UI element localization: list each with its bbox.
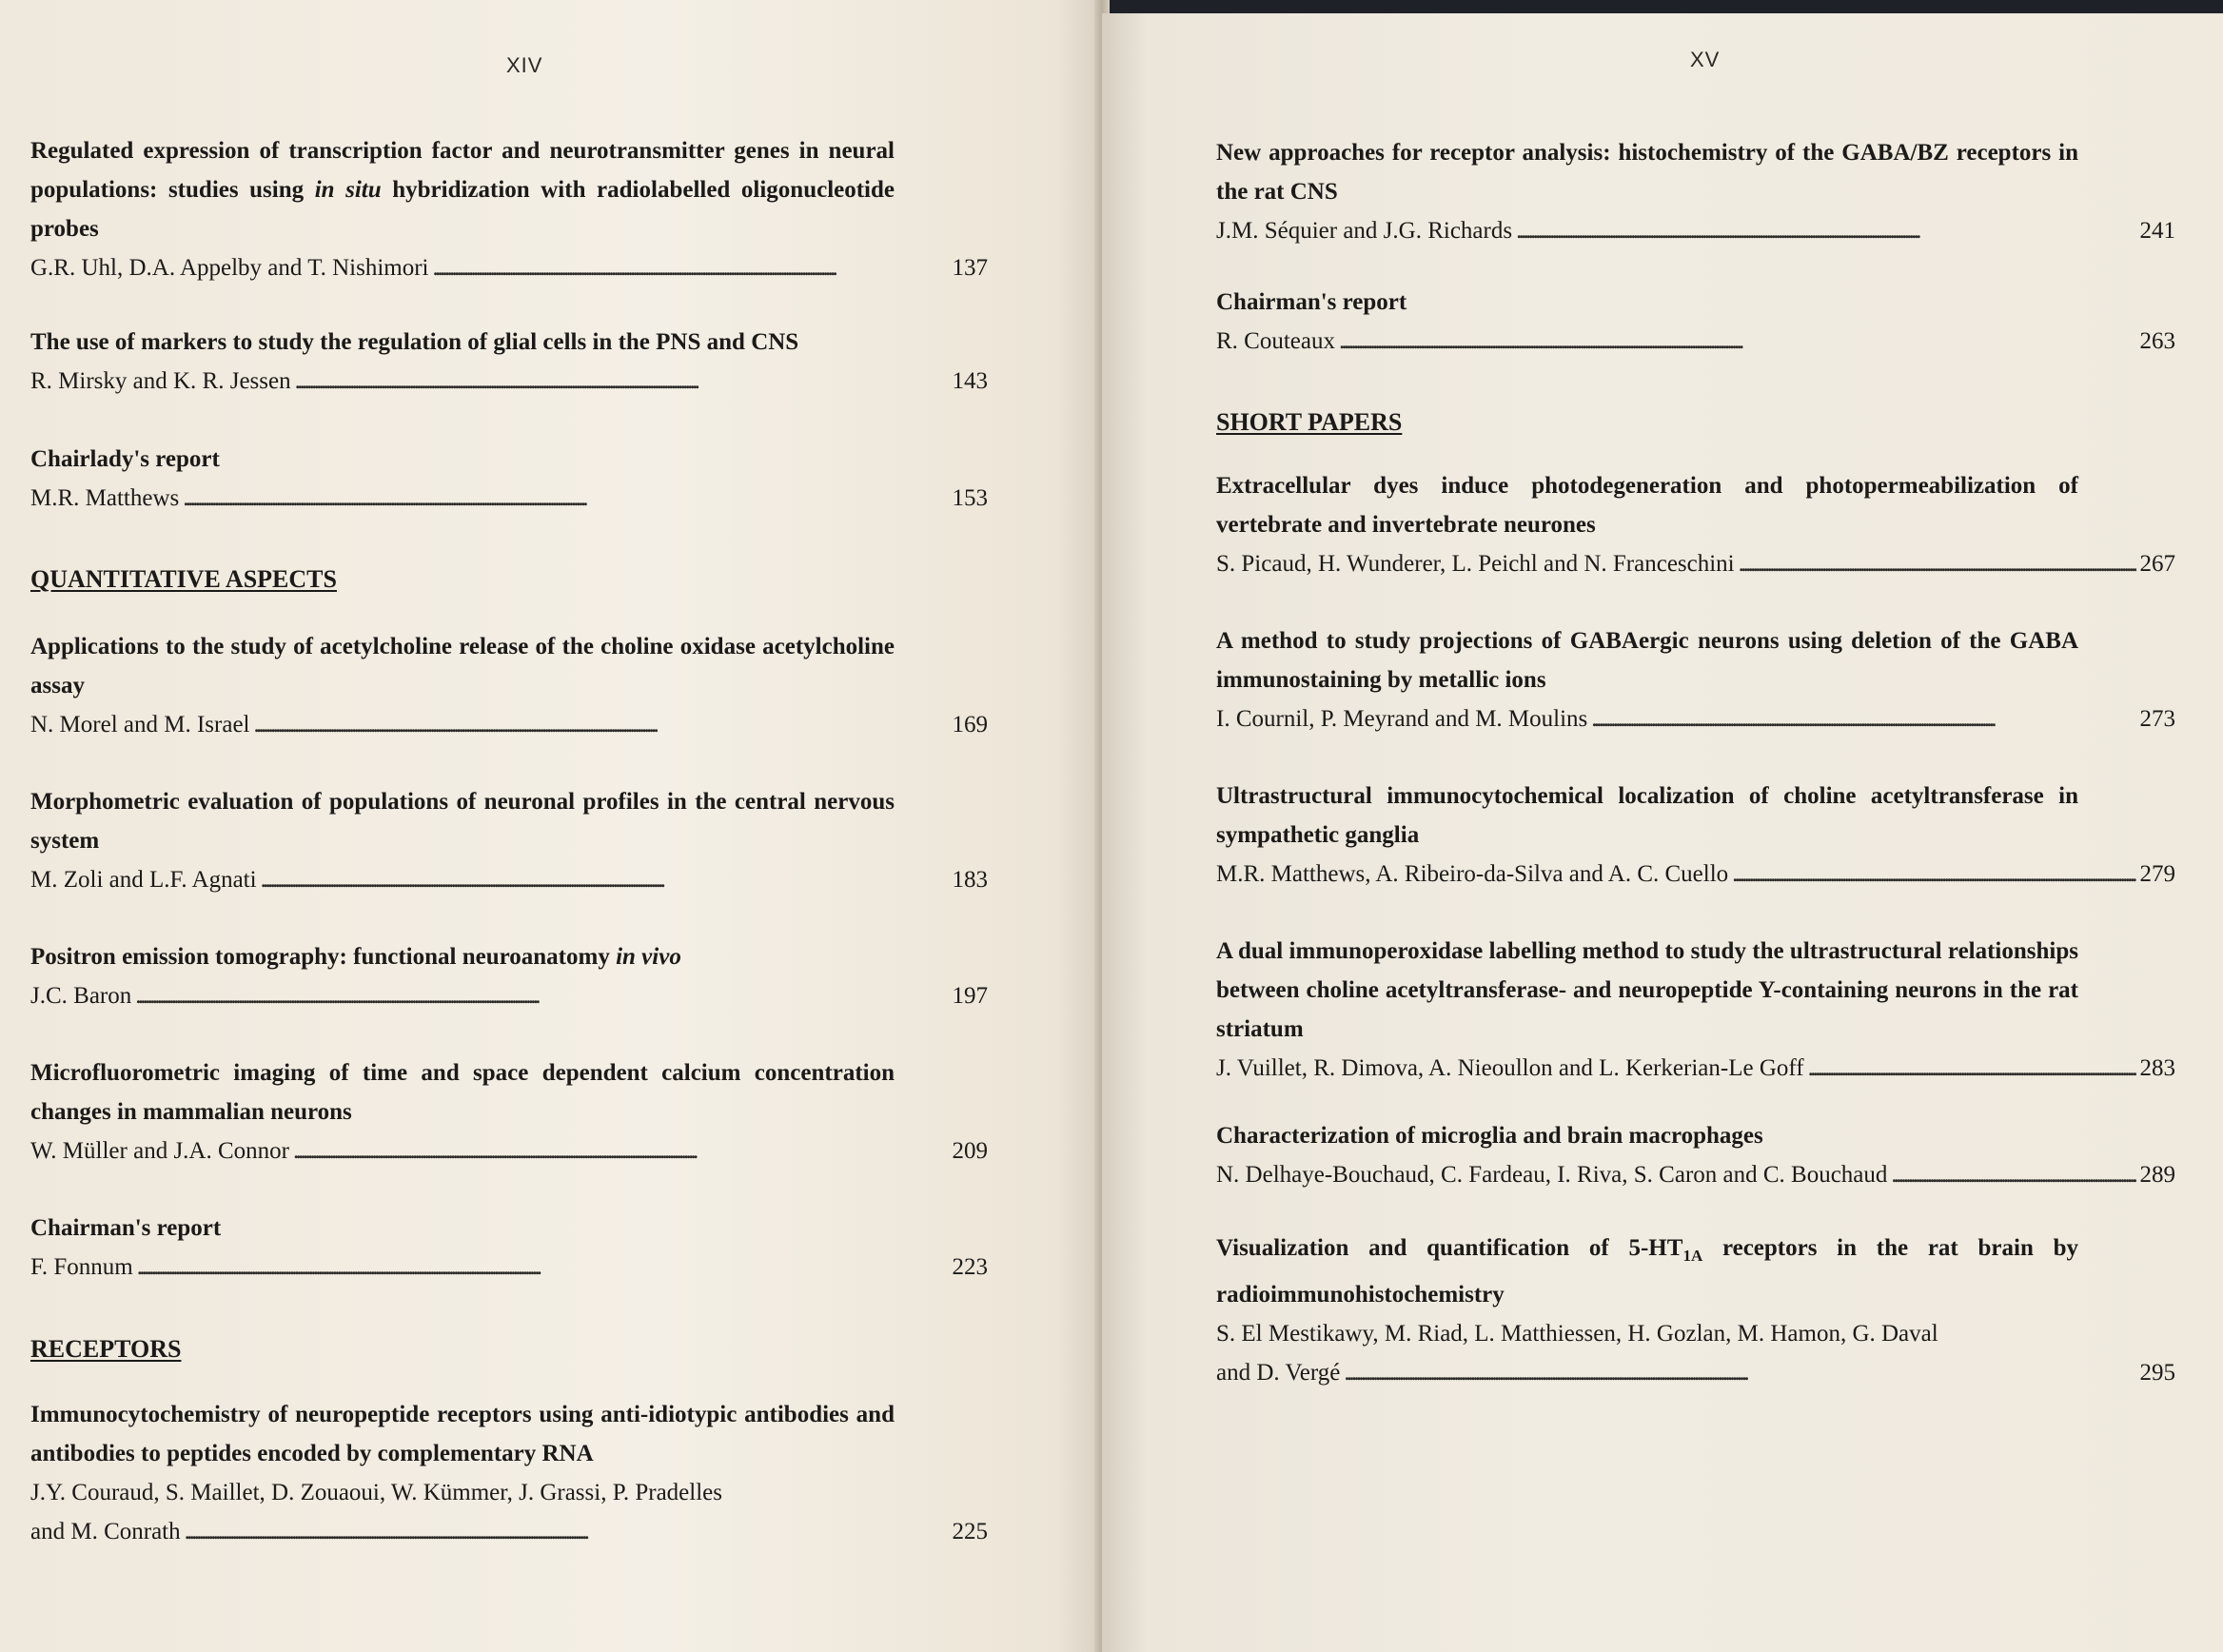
- entry-page-number: 283: [2139, 1055, 2175, 1081]
- entry-authors: J.M. Séquier and J.G. Richards: [1216, 218, 1513, 244]
- toc-entry: [1216, 1229, 2175, 1392]
- entry-authors: I. Cournil, P. Meyrand and M. Moulins: [1216, 706, 1588, 732]
- entry-page-number: 153: [952, 485, 988, 511]
- entry-author-line: [30, 1248, 988, 1287]
- entry-authors: J. Vuillet, R. Dimova, A. Nieoullon and L. Kerkerian-Le Goff: [1216, 1055, 1804, 1081]
- section-heading-short-papers: SHORT PAPERS: [1216, 408, 1403, 436]
- toc-entry: [30, 131, 988, 287]
- toc-entry: [1216, 133, 2175, 250]
- entry-author-line: [30, 362, 988, 401]
- left-page: [0, 0, 1102, 1652]
- entry-authors: R. Couteaux: [1216, 328, 1335, 354]
- entry-author-line: [30, 860, 988, 899]
- dot-leader: [185, 1512, 949, 1551]
- section-heading-quantitative-aspects: QUANTITATIVE ASPECTS: [30, 565, 337, 593]
- dot-leader: [1739, 544, 2136, 583]
- entry-authors: M.R. Matthews: [30, 485, 180, 511]
- entry-author-line: [1216, 1049, 2175, 1088]
- dot-leader: [137, 1248, 949, 1287]
- entry-page-number: 225: [952, 1519, 988, 1544]
- toc-entry: [30, 440, 988, 518]
- entry-authors: F. Fonnum: [30, 1254, 133, 1280]
- dot-leader: [1591, 699, 2135, 738]
- entry-page-number: 263: [2139, 328, 2175, 354]
- dot-leader: [1339, 322, 2136, 361]
- entry-page-number: 137: [952, 255, 988, 281]
- toc-entry: [30, 323, 988, 401]
- right-toc-column: [1216, 133, 2175, 1392]
- entry-authors-line-1: S. El Mestikawy, M. Riad, L. Matthiessen, H. Gozlan, M. Hamon, G. Daval: [1216, 1321, 1938, 1347]
- page-number-xiv: XIV: [506, 53, 543, 77]
- entry-title: New approaches for receptor analysis: histochemistry of the GABA/BZ receptors in the rat CNS: [1216, 140, 2078, 205]
- dot-leader: [295, 362, 949, 401]
- entry-author-line: [1216, 699, 2175, 738]
- entry-page-number: 209: [952, 1138, 988, 1164]
- dot-leader: [1891, 1155, 2135, 1194]
- entry-authors: S. Picaud, H. Wunderer, L. Peichl and N. Franceschini: [1216, 551, 1735, 577]
- entry-authors: M.R. Matthews, A. Ribeiro-da-Silva and A. C. Cuello: [1216, 861, 1729, 887]
- entry-author-line: [1216, 1353, 2175, 1392]
- toc-entry: [1216, 466, 2175, 583]
- dot-leader: [1732, 855, 2135, 894]
- toc-entry: [30, 937, 988, 1015]
- entry-page-number: 273: [2139, 706, 2175, 732]
- entry-author-line: [30, 705, 988, 744]
- dot-leader: [183, 479, 948, 518]
- entry-author-line: [1216, 211, 2175, 250]
- entry-authors: R. Mirsky and K. R. Jessen: [30, 368, 291, 394]
- dot-leader: [293, 1131, 949, 1170]
- toc-entry: [30, 1053, 988, 1170]
- entry-author-line: [30, 1512, 988, 1551]
- entry-authors: W. Müller and J.A. Connor: [30, 1138, 289, 1164]
- toc-entry: [30, 782, 988, 899]
- entry-title: A dual immunoperoxidase labelling method to study the ultrastructural relationships between choline acetyltransferase- and neuropeptide Y-containing neurons in the rat striatum: [1216, 938, 2078, 1042]
- entry-title: Characterization of microglia and brain macrophages: [1216, 1123, 1763, 1149]
- entry-title: Extracellular dyes induce photodegeneration and photopermeabilization of vertebrate and invertebrate neurones: [1216, 473, 2078, 538]
- toc-entry: [30, 1395, 988, 1551]
- dot-leader: [433, 248, 949, 287]
- entry-authors-line-2: and M. Conrath: [30, 1519, 181, 1544]
- entry-title: A method to study projections of GABAergic neurons using deletion of the GABA immunostaining by metallic ions: [1216, 628, 2078, 693]
- entry-title: Applications to the study of acetylcholine release of the choline oxidase acetylcholine assay: [30, 634, 895, 698]
- entry-title: Visualization and quantification of $5-HT_{1A}$ receptors in the rat brain by radioimmunohistochemistry: [1216, 1235, 2078, 1308]
- entry-title: Chairman's report: [30, 1215, 222, 1241]
- toc-entry: [1216, 621, 2175, 738]
- entry-author-line: [1216, 544, 2175, 583]
- entry-authors: G.R. Uhl, D.A. Appelby and T. Nishimori: [30, 255, 429, 281]
- entry-authors-line-2: and D. Vergé: [1216, 1360, 1341, 1386]
- toc-entry: [1216, 932, 2175, 1088]
- dot-leader: [135, 976, 948, 1015]
- entry-title: Chairman's report: [1216, 289, 1407, 315]
- entry-author-line: [1216, 855, 2175, 894]
- entry-page-number: 295: [2139, 1360, 2175, 1386]
- entry-title: Positron emission tomography: functional neuroanatomy in vivo: [30, 944, 681, 970]
- entry-page-number: 267: [2139, 551, 2175, 577]
- entry-page-number: 223: [952, 1254, 988, 1280]
- entry-page-number: 241: [2139, 218, 2175, 244]
- toc-entry: [1216, 283, 2175, 361]
- entry-title: Morphometric evaluation of populations of neuronal profiles in the central nervous system: [30, 789, 895, 854]
- entry-page-number: 143: [952, 368, 988, 394]
- dot-leader: [1808, 1049, 2136, 1088]
- dot-leader: [261, 860, 949, 899]
- entry-title: Regulated expression of transcription factor and neurotransmitter genes in neural populations: studies using in situ hybridization with radiolabelled oligonucleotide probes: [30, 138, 895, 242]
- entry-author-line: [30, 479, 988, 518]
- entry-author-line: [30, 1131, 988, 1170]
- entry-title: Chairlady's report: [30, 446, 220, 472]
- entry-page-number: 169: [952, 712, 988, 738]
- toc-entry: [1216, 777, 2175, 894]
- entry-title: The use of markers to study the regulation of glial cells in the PNS and CNS: [30, 329, 799, 355]
- dot-leader: [1344, 1353, 2135, 1392]
- dot-leader: [1516, 211, 2135, 250]
- entry-title: Immunocytochemistry of neuropeptide receptors using anti-idiotypic antibodies and antibodies to peptides encoded by complementary RNA: [30, 1402, 895, 1466]
- entry-authors: J.C. Baron: [30, 983, 132, 1009]
- toc-entry: [30, 627, 988, 744]
- entry-authors: N. Morel and M. Israel: [30, 712, 250, 738]
- entry-page-number: 183: [952, 867, 988, 893]
- toc-entry: [30, 1209, 988, 1287]
- entry-author-line: [30, 976, 988, 1015]
- entry-author-line: [30, 248, 988, 287]
- entry-author-line: [1216, 322, 2175, 361]
- left-toc-column: [30, 131, 988, 1551]
- entry-page-number: 279: [2139, 861, 2175, 887]
- toc-entry: [1216, 1116, 2175, 1194]
- page-number-xv: XV: [1690, 48, 1721, 71]
- entry-authors: N. Delhaye-Bouchaud, C. Fardeau, I. Riva, S. Caron and C. Bouchaud: [1216, 1162, 1888, 1188]
- entry-title: Microfluorometric imaging of time and space dependent calcium concentration changes in mammalian neurons: [30, 1060, 895, 1125]
- right-page: [1102, 13, 2223, 1652]
- entry-title: Ultrastructural immunocytochemical localization of choline acetyltransferase in sympathetic ganglia: [1216, 783, 2078, 848]
- entry-authors: M. Zoli and L.F. Agnati: [30, 867, 257, 893]
- entry-authors-line-1: J.Y. Couraud, S. Maillet, D. Zouaoui, W. Kümmer, J. Grassi, P. Pradelles: [30, 1480, 722, 1505]
- entry-page-number: 289: [2139, 1162, 2175, 1188]
- entry-page-number: 197: [952, 983, 988, 1009]
- entry-author-line: [1216, 1155, 2175, 1194]
- section-heading-receptors: RECEPTORS: [30, 1335, 182, 1363]
- dot-leader: [254, 705, 949, 744]
